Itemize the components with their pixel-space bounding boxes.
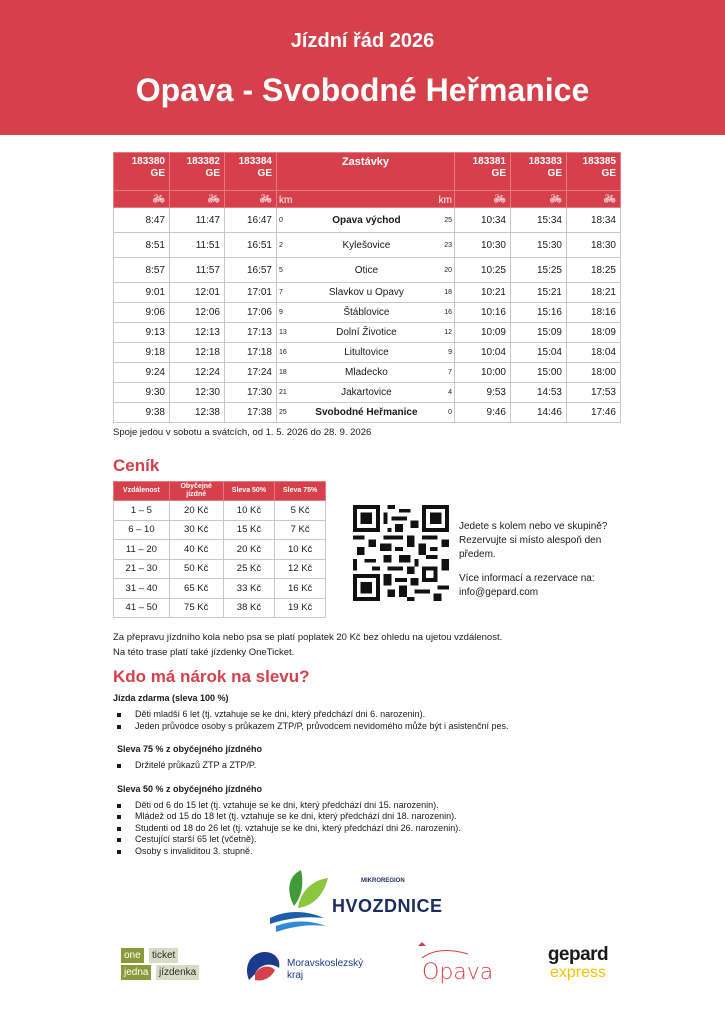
stop-name: Otice	[296, 258, 436, 283]
region-emblem-icon	[241, 946, 285, 988]
departure-time: 18:25	[567, 258, 621, 283]
departure-time: 12:30	[170, 383, 225, 403]
train-number: 183382 GE	[170, 153, 225, 191]
price-cell: 50 Kč	[169, 559, 223, 579]
microregion-name: HVOZDNICE	[332, 896, 443, 916]
stop-name: Kylešovice	[296, 233, 436, 258]
price-row	[114, 579, 326, 599]
departure-time: 16:51	[225, 233, 277, 258]
km-value: 12	[437, 323, 455, 343]
opava-logo	[408, 940, 494, 990]
price-row	[114, 520, 326, 540]
hvozdnice-logo	[266, 866, 456, 936]
price-cell: 6 – 10	[114, 520, 170, 540]
price-cell: 41 – 50	[114, 598, 170, 618]
departure-time: 12:18	[170, 343, 225, 363]
departure-time: 12:13	[170, 323, 225, 343]
discount75-list	[113, 760, 633, 772]
departure-time: 15:09	[511, 323, 567, 343]
price-col-header: Sleva 75%	[275, 482, 326, 501]
list-item: Jeden průvodce osoby s průkazem ZTP/P, průvodcem nevidomého může být i asistenční pes.	[113, 721, 633, 733]
departure-time: 10:09	[455, 323, 511, 343]
departure-time: 8:47	[114, 208, 170, 233]
departure-time: 10:04	[455, 343, 511, 363]
price-cell: 65 Kč	[169, 579, 223, 599]
stop-name: Dolní Životice	[296, 323, 436, 343]
list-item: Držitelé průkazů ZTP a ZTP/P.	[113, 760, 633, 772]
oneticket-note: Na této trase platí také jízdenky OneTicket.	[113, 647, 295, 658]
departure-time: 9:53	[455, 383, 511, 403]
free-travel-list	[113, 709, 633, 732]
km-value: 13	[277, 323, 297, 343]
price-cell: 20 Kč	[223, 540, 275, 560]
msk-text	[287, 958, 363, 982]
msk-line: Moravskoslezský	[287, 958, 364, 969]
km-value: 18	[437, 283, 455, 303]
bicycle-icon: 🚲︎	[455, 191, 511, 208]
reservation-text: Jedete s kolem nebo ve skupině? Rezervujte si místo alespoň den předem.	[459, 521, 608, 560]
stop-name: Opava východ	[296, 208, 436, 233]
departure-time: 9:38	[114, 403, 170, 423]
departure-time: 15:21	[511, 283, 567, 303]
header-banner	[0, 0, 725, 135]
departure-time: 18:04	[567, 343, 621, 363]
km-value: 7	[277, 283, 297, 303]
departure-time: 15:04	[511, 343, 567, 363]
km-value: 25	[277, 403, 297, 423]
gepard-word: gepard	[547, 944, 609, 965]
departure-time: 18:30	[567, 233, 621, 258]
oneticket-word: jízdenka	[156, 965, 199, 980]
price-cell: 1 – 5	[114, 501, 170, 521]
bike-fee-note: Za přepravu jízdního kola nebo psa se platí poplatek 20 Kč bez ohledu na ujetou vzdálenost.	[113, 632, 503, 643]
price-cell: 11 – 20	[114, 540, 170, 560]
timetable-row	[114, 233, 621, 258]
departure-time: 9:30	[114, 383, 170, 403]
departure-time: 11:51	[170, 233, 225, 258]
departure-time: 10:00	[455, 363, 511, 383]
price-cell: 7 Kč	[275, 520, 326, 540]
train-number: 183380 GE	[114, 153, 170, 191]
timetable-row	[114, 208, 621, 233]
header-title: Opava - Svobodné Heřmanice	[135, 72, 590, 108]
contact-text: Více informací a rezervace na: info@gepard.com	[459, 573, 595, 598]
fees-note	[113, 630, 502, 660]
stop-name: Litultovice	[296, 343, 436, 363]
km-value: 5	[277, 258, 297, 283]
timetable-row	[114, 343, 621, 363]
bicycle-icon: 🚲︎	[114, 191, 170, 208]
price-cell: 30 Kč	[169, 520, 223, 540]
bicycle-icon: 🚲︎	[567, 191, 621, 208]
departure-time: 16:47	[225, 208, 277, 233]
departure-time: 15:00	[511, 363, 567, 383]
price-row	[114, 540, 326, 560]
microregion-label: MIKROREGION	[361, 878, 405, 884]
price-cell: 21 – 30	[114, 559, 170, 579]
price-cell: 10 Kč	[275, 540, 326, 560]
km-value: 23	[437, 233, 455, 258]
departure-time: 18:34	[567, 208, 621, 233]
km-value: 9	[277, 303, 297, 323]
train-number: 183381 GE	[455, 153, 511, 191]
price-cell: 19 Kč	[275, 598, 326, 618]
oneticket-logo	[121, 948, 207, 982]
km-value: 9	[437, 343, 455, 363]
departure-time: 17:01	[225, 283, 277, 303]
discount50-list	[113, 800, 633, 858]
departure-time: 9:01	[114, 283, 170, 303]
stops-spacer	[296, 191, 436, 208]
departure-time: 18:21	[567, 283, 621, 303]
departure-time: 14:53	[511, 383, 567, 403]
departure-time: 15:16	[511, 303, 567, 323]
departure-time: 10:30	[455, 233, 511, 258]
km-value: 7	[437, 363, 455, 383]
departure-time: 15:30	[511, 233, 567, 258]
discount75-heading: Sleva 75 % z obyčejného jízdného	[117, 744, 263, 754]
departure-time: 17:24	[225, 363, 277, 383]
oneticket-word: one	[121, 948, 144, 963]
departure-time: 18:16	[567, 303, 621, 323]
departure-time: 14:46	[511, 403, 567, 423]
departure-time: 17:13	[225, 323, 277, 343]
list-item: Děti mladší 6 let (tj. vztahuje se ke dni, který předchází dni 6. narozenin).	[113, 709, 633, 721]
departure-time: 9:24	[114, 363, 170, 383]
departure-time: 12:24	[170, 363, 225, 383]
departure-time: 15:25	[511, 258, 567, 283]
km-value: 0	[437, 403, 455, 423]
price-col-header: Vzdálenost	[114, 482, 170, 501]
msk-logo	[241, 946, 381, 988]
qr-code[interactable]	[353, 505, 449, 601]
departure-time: 10:21	[455, 283, 511, 303]
price-cell: 5 Kč	[275, 501, 326, 521]
price-cell: 10 Kč	[223, 501, 275, 521]
gepard-logo	[538, 945, 618, 989]
stop-name: Mladecko	[296, 363, 436, 383]
departure-time: 9:18	[114, 343, 170, 363]
departure-time: 11:47	[170, 208, 225, 233]
departure-time: 10:25	[455, 258, 511, 283]
departure-time: 12:38	[170, 403, 225, 423]
price-cell: 40 Kč	[169, 540, 223, 560]
km-value: 16	[277, 343, 297, 363]
price-cell: 75 Kč	[169, 598, 223, 618]
bicycle-icon: 🚲︎	[511, 191, 567, 208]
departure-time: 12:06	[170, 303, 225, 323]
departure-time: 16:57	[225, 258, 277, 283]
stop-name: Jakartovice	[296, 383, 436, 403]
train-number: 183383 GE	[511, 153, 567, 191]
timetable-row	[114, 283, 621, 303]
km-value: 16	[437, 303, 455, 323]
timetable-row	[114, 383, 621, 403]
km-value: 25	[437, 208, 455, 233]
km-value: 4	[437, 383, 455, 403]
price-cell: 38 Kč	[223, 598, 275, 618]
timetable-row	[114, 403, 621, 423]
timetable-row	[114, 303, 621, 323]
departure-time: 18:00	[567, 363, 621, 383]
list-item: Mládež od 15 do 18 let (tj. vztahuje se ke dni, který předchází dni 18. narozenin).	[113, 811, 633, 823]
departure-time: 17:53	[567, 383, 621, 403]
pricing-heading: Ceník	[113, 456, 160, 475]
departure-time: 9:46	[455, 403, 511, 423]
departure-time: 17:18	[225, 343, 277, 363]
km-value: 18	[277, 363, 297, 383]
km-value: 20	[437, 258, 455, 283]
price-cell: 12 Kč	[275, 559, 326, 579]
discounts-heading: Kdo má nárok na slevu?	[113, 667, 310, 686]
header-subtitle: Jízdní řád 2026	[290, 30, 435, 52]
discount-rules	[113, 693, 633, 869]
list-item: Osoby s invaliditou 3. stupně.	[113, 846, 633, 858]
price-cell: 20 Kč	[169, 501, 223, 521]
price-table	[113, 481, 326, 618]
stops-header: Zastávky	[277, 153, 455, 191]
price-row	[114, 598, 326, 618]
departure-time: 8:57	[114, 258, 170, 283]
stop-name: Slavkov u Opavy	[296, 283, 436, 303]
departure-time: 8:51	[114, 233, 170, 258]
departure-time: 17:38	[225, 403, 277, 423]
list-item: Cestující starší 65 let (včetně).	[113, 834, 633, 846]
bicycle-icon: 🚲︎	[225, 191, 277, 208]
price-col-header: Obyčejné jízdné	[169, 482, 223, 501]
departure-time: 15:34	[511, 208, 567, 233]
timetable-row	[114, 258, 621, 283]
stop-name: Štáblovice	[296, 303, 436, 323]
departure-time: 11:57	[170, 258, 225, 283]
timetable	[113, 152, 621, 423]
oneticket-word: ticket	[149, 948, 178, 963]
departure-time: 10:16	[455, 303, 511, 323]
list-item: Děti od 6 do 15 let (tj. vztahuje se ke dni, který předchází dni 15. narozenin).	[113, 800, 633, 812]
price-row	[114, 501, 326, 521]
train-number: 183385 GE	[567, 153, 621, 191]
departure-time: 9:13	[114, 323, 170, 343]
msk-line: kraj	[287, 970, 304, 981]
timetable-row	[114, 363, 621, 383]
opava-text: Opava	[422, 960, 494, 985]
km-value: 0	[277, 208, 297, 233]
oneticket-word: jedna	[121, 965, 151, 980]
free-travel-heading: Jízda zdarma (sleva 100 %)	[113, 693, 229, 703]
train-number: 183384 GE	[225, 153, 277, 191]
price-cell: 16 Kč	[275, 579, 326, 599]
departure-time: 12:01	[170, 283, 225, 303]
km-value: 21	[277, 383, 297, 403]
service-note: Spoje jedou v sobotu a svátcích, od 1. 5. 2026 do 28. 9. 2026	[113, 427, 372, 438]
timetable-row	[114, 323, 621, 343]
km-label: km	[437, 191, 455, 208]
bicycle-icon: 🚲︎	[170, 191, 225, 208]
departure-time: 17:46	[567, 403, 621, 423]
express-word: express	[549, 964, 607, 981]
departure-time: 10:34	[455, 208, 511, 233]
departure-time: 17:30	[225, 383, 277, 403]
departure-time: 18:09	[567, 323, 621, 343]
price-row	[114, 559, 326, 579]
price-cell: 33 Kč	[223, 579, 275, 599]
price-cell: 31 – 40	[114, 579, 170, 599]
stop-name: Svobodné Heřmanice	[296, 403, 436, 423]
price-col-header: Sleva 50%	[223, 482, 275, 501]
reservation-info	[459, 520, 639, 600]
price-cell: 15 Kč	[223, 520, 275, 540]
price-cell: 25 Kč	[223, 559, 275, 579]
km-label: km	[277, 191, 297, 208]
departure-time: 9:06	[114, 303, 170, 323]
departure-time: 17:06	[225, 303, 277, 323]
list-item: Studenti od 18 do 26 let (tj. vztahuje se ke dni, který předchází dni 26. narozenin).	[113, 823, 633, 835]
km-value: 2	[277, 233, 297, 258]
discount50-heading: Sleva 50 % z obyčejného jízdného	[117, 783, 263, 794]
